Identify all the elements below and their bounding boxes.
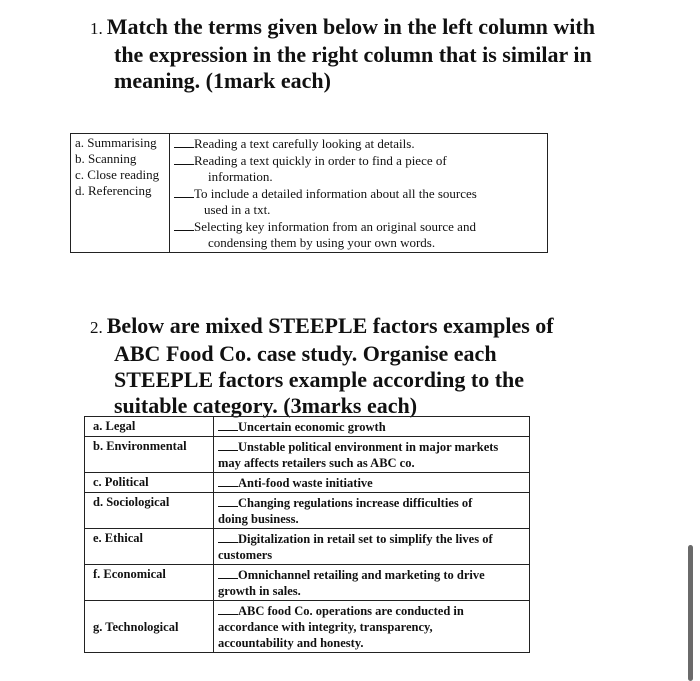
category-label: e. Ethical <box>85 529 214 565</box>
definition-item: Reading a text carefully looking at details. <box>174 135 543 152</box>
table-row <box>85 417 530 437</box>
definition-item: To include a detailed information about all the sources <box>174 185 543 202</box>
category-label: c. Political <box>85 473 214 493</box>
answer-blank[interactable] <box>218 566 238 579</box>
question-1-line-1: Match the terms given below in the left column with <box>106 14 595 39</box>
table-row <box>85 601 530 653</box>
steeple-table <box>84 416 530 653</box>
answer-blank[interactable] <box>218 530 238 543</box>
term-item: d. Referencing <box>75 183 152 198</box>
term-item: c. Close reading <box>75 167 160 182</box>
scrollbar[interactable] <box>688 545 693 681</box>
answer-blank[interactable] <box>218 474 238 487</box>
definition-continuation: condensing them by using your own words. <box>208 235 436 250</box>
table-row <box>85 437 530 473</box>
definition-item: Reading a text quickly in order to find a piece of <box>174 152 543 169</box>
answer-blank[interactable] <box>174 152 194 165</box>
question-2-line-3: STEEPLE factors example according to the <box>114 367 525 392</box>
example-cell: Unstable political environment in major markets may affects retailers such as ABC co. <box>214 437 530 473</box>
question-2-line-4: suitable category. (3marks each) <box>114 393 418 418</box>
terms-column <box>71 134 170 253</box>
term-item: a. Summarising <box>75 135 157 150</box>
example-cell: ABC food Co. operations are conducted in accordance with integrity, transparency, accountability and honesty. <box>214 601 530 653</box>
question-1-heading <box>90 14 650 94</box>
definition-continuation: used in a txt. <box>204 202 271 217</box>
example-cell: Uncertain economic growth <box>214 417 530 437</box>
question-1-line-2: the expression in the right column that is similar in <box>114 42 592 67</box>
answer-blank[interactable] <box>174 135 194 148</box>
category-label: d. Sociological <box>85 493 214 529</box>
category-label: f. Economical <box>85 565 214 601</box>
question-2-line-2: ABC Food Co. case study. Organise each <box>114 341 497 366</box>
category-label: b. Environmental <box>85 437 214 473</box>
term-item: b. Scanning <box>75 151 137 166</box>
question-1-line-3: meaning. (1mark each) <box>114 68 331 93</box>
category-label: a. Legal <box>85 417 214 437</box>
answer-blank[interactable] <box>218 438 238 451</box>
table-row <box>85 529 530 565</box>
question-1-number: 1. <box>90 19 103 38</box>
question-2-heading <box>90 313 610 419</box>
definitions-column <box>170 134 548 253</box>
example-cell: Changing regulations increase difficulties of doing business. <box>214 493 530 529</box>
definition-continuation: information. <box>208 169 273 184</box>
answer-blank[interactable] <box>218 418 238 431</box>
table-row <box>85 565 530 601</box>
answer-blank[interactable] <box>174 218 194 231</box>
answer-blank[interactable] <box>218 494 238 507</box>
question-2-number: 2. <box>90 318 103 337</box>
question-2-line-1: Below are mixed STEEPLE factors examples of <box>106 313 554 338</box>
answer-blank[interactable] <box>174 185 194 198</box>
answer-blank[interactable] <box>218 602 238 615</box>
matching-table <box>70 133 548 253</box>
example-cell: Anti-food waste initiative <box>214 473 530 493</box>
category-label: g. Technological <box>85 601 214 653</box>
example-cell: Digitalization in retail set to simplify the lives of customers <box>214 529 530 565</box>
table-row <box>85 473 530 493</box>
definition-item: Selecting key information from an original source and <box>174 218 543 235</box>
example-cell: Omnichannel retailing and marketing to drive growth in sales. <box>214 565 530 601</box>
table-row <box>85 493 530 529</box>
